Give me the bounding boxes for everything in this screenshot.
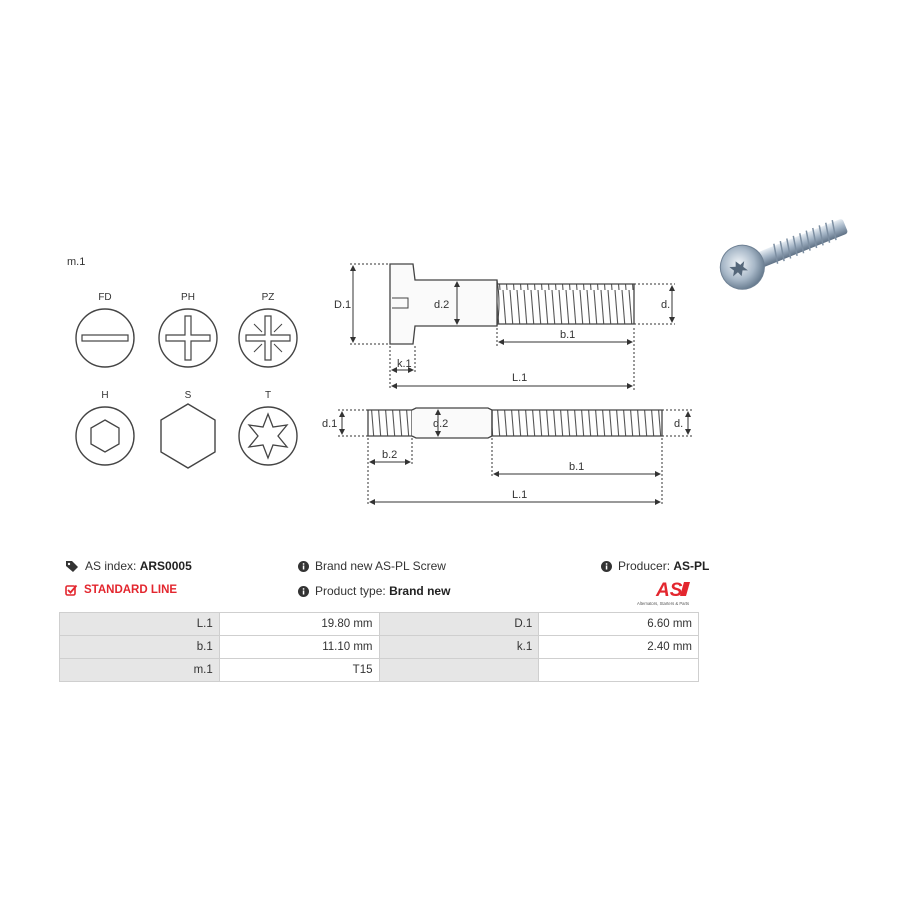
standard-line-label: STANDARD LINE [84, 584, 178, 596]
spec-key [379, 659, 539, 682]
drawing-title: m.1 [67, 256, 86, 268]
head-label-ph: PH [181, 292, 195, 303]
checkbox-checked-icon [65, 584, 78, 596]
label-bottom-b1: b.1 [569, 461, 585, 473]
producer [601, 559, 709, 573]
head-label-h: H [101, 390, 109, 401]
as-index [65, 559, 192, 573]
label-bottom-d: d. [674, 418, 684, 430]
label-bottom-L1: L.1 [512, 489, 528, 501]
external-hex-drive-icon [161, 404, 215, 468]
label-bottom-d2: d.2 [433, 418, 449, 430]
as-index-value: ARS0005 [139, 559, 192, 573]
countersunk-screw-outline [390, 264, 634, 344]
info-icon [601, 561, 612, 572]
as-pl-logo-mark [636, 577, 700, 607]
tags-icon [65, 560, 79, 572]
info-icon [298, 561, 309, 572]
head-label-s: S [184, 390, 192, 401]
phillips-drive-icon [159, 309, 217, 367]
label-top-d: d. [661, 299, 671, 311]
head-label-pz: PZ [261, 292, 275, 303]
torx-drive-icon [239, 407, 297, 465]
table-row [60, 659, 699, 682]
label-top-k1: k.1 [397, 358, 412, 370]
spec-key: m.1 [60, 659, 220, 682]
label-top-D1: D.1 [334, 299, 352, 311]
spec-key: L.1 [60, 613, 220, 636]
as-index-label: AS index: [85, 559, 137, 573]
spec-value: 2.40 mm [539, 636, 699, 659]
hex-socket-drive-icon [76, 407, 134, 465]
table-row [60, 613, 699, 636]
spec-value: 6.60 mm [539, 613, 699, 636]
product-photo [705, 200, 865, 300]
specs-table [59, 612, 699, 682]
double-end-stud-outline [368, 408, 662, 438]
product-type-value: Brand new [389, 584, 451, 598]
svg-text:AS: AS [656, 580, 683, 601]
product-type [298, 584, 450, 598]
svg-text:Alternators, Starters & Parts: Alternators, Starters & Parts [637, 601, 690, 606]
label-bottom-b2: b.2 [382, 449, 398, 461]
head-label-t: T [264, 390, 272, 401]
slot-drive-icon [76, 309, 134, 367]
drive-types-drawing [0, 0, 320, 480]
standard-line-badge [65, 584, 177, 596]
spec-value: 19.80 mm [219, 613, 379, 636]
label-top-b1: b.1 [560, 329, 576, 341]
spec-key: D.1 [379, 613, 539, 636]
spec-value: T15 [219, 659, 379, 682]
product-description [298, 559, 446, 573]
label-bottom-d1: d.1 [322, 418, 338, 430]
table-row [60, 636, 699, 659]
producer-label: Producer: [618, 559, 671, 573]
info-icon [298, 586, 309, 597]
screw-dimension-drawing [320, 240, 700, 520]
head-label-fd: FD [98, 292, 112, 303]
description-text: Brand new AS-PL Screw [315, 559, 446, 573]
label-top-d2: d.2 [434, 299, 450, 311]
spec-key: k.1 [379, 636, 539, 659]
spec-key: b.1 [60, 636, 220, 659]
producer-value: AS-PL [673, 559, 710, 573]
pozidriv-drive-icon [239, 309, 297, 367]
spec-value [539, 659, 699, 682]
as-pl-logo [636, 577, 700, 607]
product-type-label: Product type: [315, 584, 386, 598]
spec-value: 11.10 mm [219, 636, 379, 659]
label-top-L1: L.1 [512, 372, 528, 384]
